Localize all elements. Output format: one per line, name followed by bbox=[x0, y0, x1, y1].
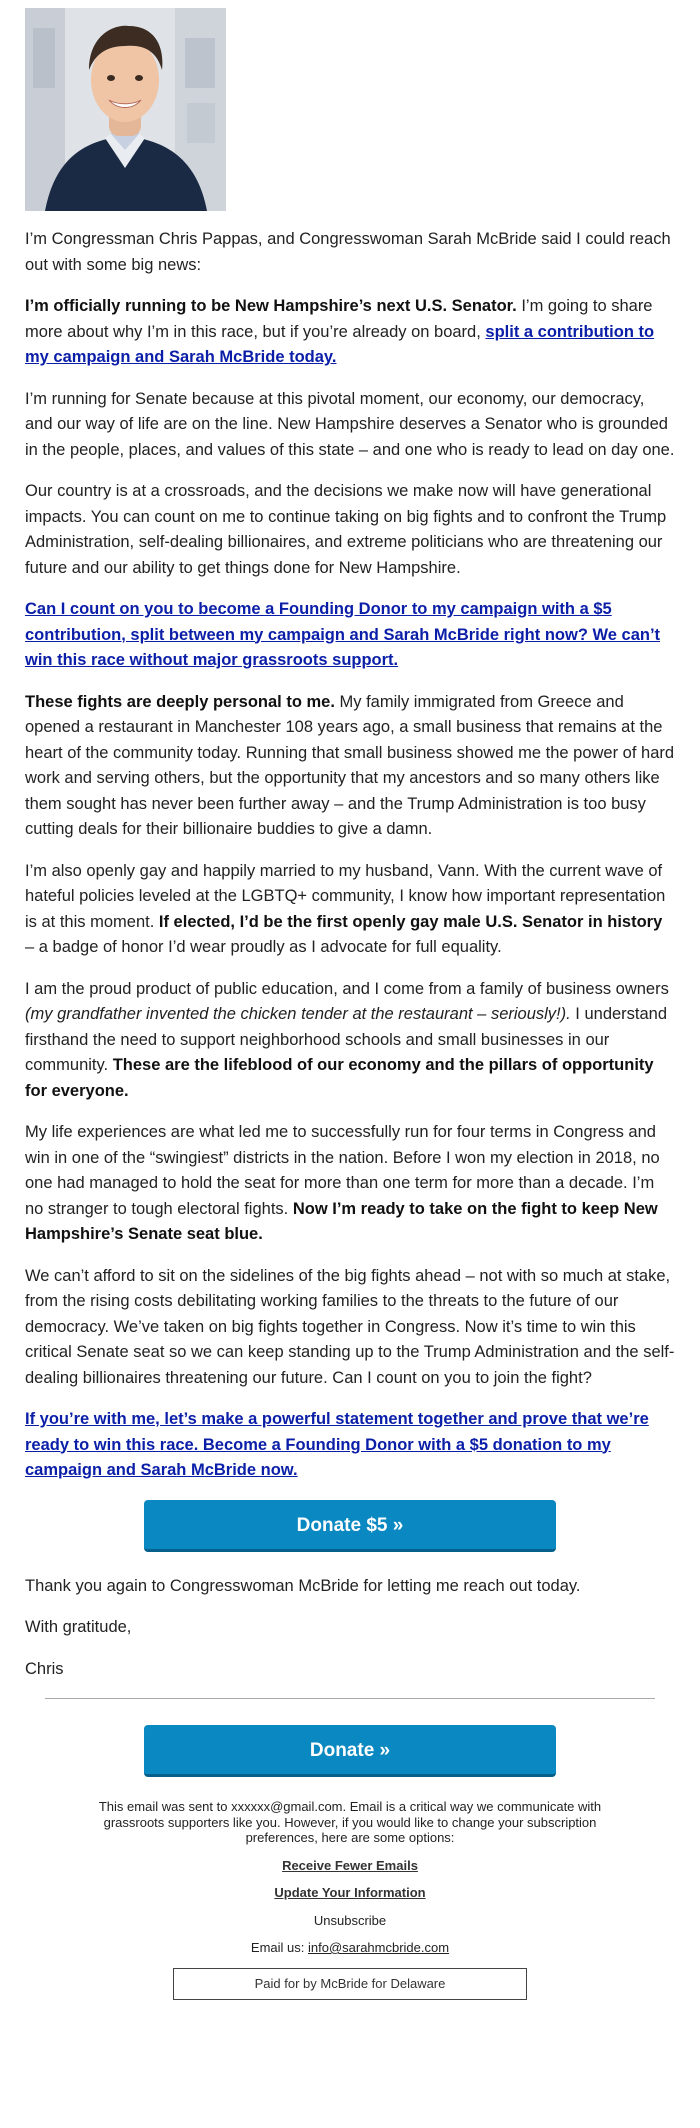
subscription-notice: This email was sent to xxxxxx@gmail.com. Email is a critical way we communicate with grassroots supporters like you. However, if you would like to change your subscription preferences, here are some options: bbox=[98, 1799, 602, 1845]
donate-5-row bbox=[20, 1500, 680, 1552]
sidelines-paragraph: We can’t afford to sit on the sidelines of the big fights ahead – not with so much at stake, from the rising costs debilitating working families to the threats to the future of our democracy. We’ve taken on big fights together in Congress. Now it’s time to win this critical Senate seat so we can keep standing up to the Trump Administration and the self-dealing billionaires threatening our future. Can I count on you to join the fight? bbox=[25, 1266, 675, 1387]
with-me-donate-link[interactable]: If you’re with me, let’s make a powerful statement together and prove that we’re ready to win this race. Become a Founding Donor with a $5 donation to my campaign and Sarah McBride now. bbox=[25, 1410, 649, 1479]
unsubscribe-link[interactable]: Unsubscribe bbox=[313, 1912, 387, 1928]
founding-donor-paragraph bbox=[25, 597, 675, 674]
founding-donor-link[interactable]: Can I count on you to become a Founding Donor to my campaign with a $5 contribution, split between my campaign and Sarah McBride right now? We can’t win this race without major grassroots support. bbox=[25, 600, 661, 669]
closing-section bbox=[20, 1574, 680, 1683]
experience-paragraph bbox=[25, 1120, 675, 1248]
why-running-paragraph: I’m running for Senate because at this pivotal moment, our economy, our democracy, and our way of life are on the line. New Hampshire deserves a Senator who is grounded in the people, places, and values of this state – and one who is ready to lead on day one. bbox=[25, 389, 675, 459]
education-text-2: I understand firsthand the need to support neighborhood schools and small businesses in our community. bbox=[25, 1005, 668, 1074]
thanks-paragraph: Thank you again to Congresswoman McBride for letting me reach out today. bbox=[25, 1576, 581, 1595]
education-paragraph bbox=[25, 977, 675, 1105]
divider bbox=[45, 1698, 655, 1699]
email-footer bbox=[20, 1799, 680, 1956]
personal-fights-paragraph bbox=[25, 690, 675, 843]
email-us-label: Email us: bbox=[250, 1940, 308, 1955]
education-text: I am the proud product of public education, and I come from a family of business owners bbox=[25, 979, 669, 998]
signature: Chris bbox=[25, 1659, 64, 1678]
donate-5-button[interactable]: Donate $5 » bbox=[144, 1500, 556, 1552]
crossroads-paragraph: Our country is at a crossroads, and the decisions we make now will have generational impacts. You can count on me to continue taking on big fights and to confront the Trump Administration, self-dealing billionaires, and extreme politicians who are threatening our future and our ability to get things done for New Hampshire. bbox=[25, 482, 667, 577]
candidate-portrait-image bbox=[25, 8, 226, 211]
donate-row bbox=[20, 1725, 680, 1777]
representation-text: I’m also openly gay and happily married to my husband, Vann. With the current wave of hateful policies leveled at the LGBTQ+ community, I know how important representation is at this moment. bbox=[25, 861, 666, 931]
donate-button[interactable]: Donate » bbox=[144, 1725, 556, 1777]
update-info-item bbox=[70, 1885, 630, 1901]
representation-tail: – a badge of honor I’d wear proudly as I advocate for full equality. bbox=[25, 938, 502, 956]
email-container bbox=[20, 0, 680, 2000]
split-contribution-link[interactable]: split a contribution to my campaign and Sarah McBride today. bbox=[25, 322, 655, 366]
announcement-paragraph bbox=[25, 294, 675, 371]
paid-for-disclaimer: Paid for by McBride for Delaware bbox=[173, 1968, 527, 2000]
personal-fights-text: My family immigrated from Greece and opened a restaurant in Manchester 108 years ago, a small business that remains at the heart of the community today. Running that small business showed me the power of hard work and serving others, but the opportunity that my ancestors and so many others like them sought has never been further away – and the Trump Administration is too busy cutting deals for their billionaire buddies to give a damn. bbox=[25, 692, 675, 838]
experience-text: My life experiences are what led me to successfully run for four terms in Congress and win in one of the “swingiest” districts in the nation. Before I won my election in 2018, no one had managed to hold the seat for more than one term for more than a decade. I’m no stranger to tough electoral fights. bbox=[25, 1123, 660, 1218]
education-italic: (my grandfather invented the chicken tender at the restaurant – seriously!). bbox=[25, 1005, 571, 1023]
candidate-photo bbox=[25, 8, 226, 211]
fewer-emails-item bbox=[70, 1858, 630, 1874]
receive-fewer-emails-link[interactable]: Receive Fewer Emails bbox=[282, 1857, 418, 1873]
representation-bold: If elected, I’d be the first openly gay male U.S. Senator in history bbox=[158, 912, 663, 931]
update-information-link[interactable]: Update Your Information bbox=[274, 1885, 426, 1900]
personal-fights-bold: These fights are deeply personal to me. bbox=[25, 692, 335, 711]
experience-bold: Now I’m ready to take on the fight to keep New Hampshire’s Senate seat blue. bbox=[25, 1199, 658, 1243]
representation-paragraph bbox=[25, 859, 675, 961]
announcement-text: I’m going to share more about why I’m in this race, but if you’re already on board, bbox=[25, 297, 653, 341]
with-me-paragraph bbox=[25, 1407, 675, 1484]
contact-email-link[interactable]: info@sarahmcbride.com bbox=[307, 1940, 450, 1955]
closing-line: With gratitude, bbox=[25, 1618, 132, 1636]
unsubscribe-item bbox=[70, 1913, 630, 1929]
intro-paragraph: I’m Congressman Chris Pappas, and Congresswoman Sarah McBride said I could reach out with some big news: bbox=[25, 230, 671, 274]
education-bold: These are the lifeblood of our economy and the pillars of opportunity for everyone. bbox=[25, 1056, 654, 1100]
announcement-bold: I’m officially running to be New Hampshire’s next U.S. Senator. bbox=[25, 297, 517, 315]
email-us-item bbox=[70, 1940, 630, 1956]
email-body bbox=[20, 227, 680, 1484]
